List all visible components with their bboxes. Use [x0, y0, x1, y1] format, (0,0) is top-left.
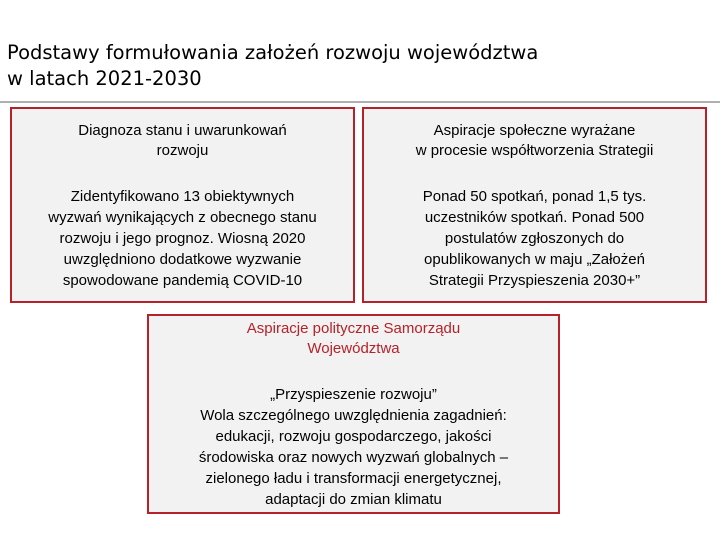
box-diagnoza	[10, 107, 355, 303]
heading-line: Województwa	[307, 340, 400, 357]
body-line: postulatów zgłoszonych do	[444, 230, 625, 247]
slide-title-line-2: w latach 2021-2030	[7, 67, 202, 90]
slide-title	[7, 40, 687, 92]
body-line: Wola szczególnego uwzględnienia zagadnień:	[200, 407, 507, 424]
body-line: edukacji, rozwoju gospodarczego, jakości	[215, 428, 492, 445]
body-line: środowiska oraz nowych wyzwań globalnych –	[198, 449, 509, 466]
body-line: spowodowane pandemią COVID-10	[62, 272, 303, 289]
body-line: adaptacji do zmian klimatu	[265, 491, 442, 508]
body-line: uczestników spotkań. Ponad 500	[424, 209, 645, 226]
heading-line: Diagnoza stanu i uwarunkowań	[78, 122, 287, 139]
body-line: zielonego ładu i transformacji energetycznej,	[205, 470, 502, 487]
title-divider	[0, 101, 720, 103]
body-line: wyzwań wynikających z obecnego stanu	[48, 209, 317, 226]
body-line: Zidentyfikowano 13 obiektywnych	[70, 188, 295, 205]
heading-line: w procesie współtworzenia Strategii	[415, 142, 654, 159]
body-line: opublikowanych w maju „Założeń	[424, 251, 645, 268]
body-line: Ponad 50 spotkań, ponad 1,5 tys.	[422, 188, 647, 205]
box-diagnoza-body	[12, 186, 353, 291]
box-aspiracje-spoleczne-heading	[364, 121, 705, 161]
body-line: „Przyspieszenie rozwoju”	[270, 386, 437, 403]
heading-line: Aspiracje polityczne Samorządu	[246, 320, 461, 337]
box-diagnoza-heading	[12, 121, 353, 161]
box-aspiracje-spoleczne-body	[364, 186, 705, 291]
box-aspiracje-polityczne	[147, 314, 560, 514]
body-line: rozwoju i jego prognoz. Wiosną 2020	[59, 230, 306, 247]
body-line: Strategii Przyspieszenia 2030+”	[428, 272, 641, 289]
body-line: uwzględniono dodatkowe wyzwanie	[63, 251, 302, 268]
slide-title-line-1: Podstawy formułowania założeń rozwoju województwa	[7, 41, 539, 64]
heading-line: Aspiracje społeczne wyrażane	[433, 122, 636, 139]
box-aspiracje-spoleczne	[362, 107, 707, 303]
heading-line: rozwoju	[156, 142, 209, 159]
box-aspiracje-polityczne-heading	[149, 319, 558, 359]
box-aspiracje-polityczne-body	[149, 384, 558, 510]
